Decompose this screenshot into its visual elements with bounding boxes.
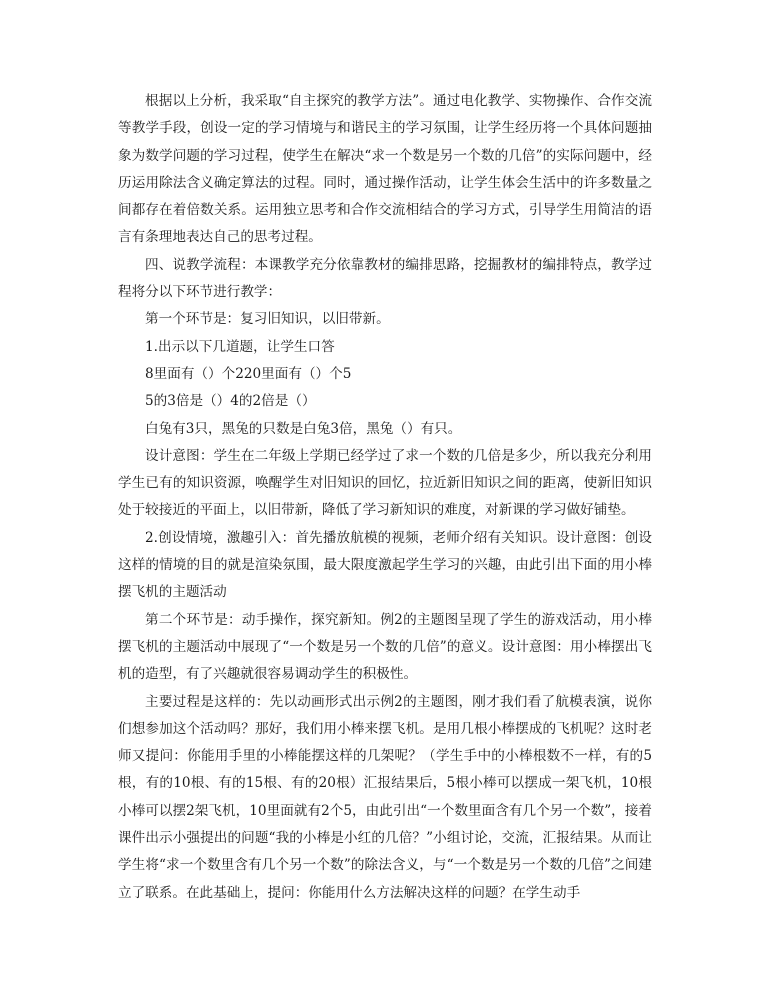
document-body [118,88,652,907]
paragraph-question-three: 白兔有3只，黑兔的只数是白兔3倍，黑兔（）有只。 [145,420,462,437]
paragraph-question-one: 8里面有（）个220里面有（）个5 [145,365,352,382]
paragraph-question-two: 5的3倍是（）4的2倍是（） [145,393,316,410]
paragraph-item-one: 1.出示以下几道题，让学生口答 [145,338,335,355]
paragraph-teaching-flow: 四、说教学流程：本课教学充分依靠教材的编排思路，挖掘教材的编排特点，教学过程将分以下环节进行教学： [118,256,652,301]
paragraph-item-two: 2.创设情境，激趣引入：首先播放航模的视频，老师介绍有关知识。设计意图：创设这样的情境的目的就是渲染氛围，最大限度激起学生学习的兴趣，由此引出下面的用小棒摆飞机的主题活动 [118,529,652,601]
paragraph-design-intent-one: 设计意图：学生在二年级上学期已经学过了求一个数的几倍是多少，所以我充分利用学生已有的知识资源，唤醒学生对旧知识的回忆，拉近新旧知识之间的距离，使新旧知识处于较接近的平面上，以旧带新，降低了学习新知识的难度，对新课的学习做好铺垫。 [118,447,652,519]
paragraph-analysis: 根据以上分析，我采取“自主探究的教学方法”。通过电化教学、实物操作、合作交流等教学手段，创设一定的学习情境与和谐民主的学习氛围，让学生经历将一个具体问题抽象为数学问题的学习过程，使学生在解决“求一个数是另一个数的几倍”的实际问题中，经历运用除法含义确定算法的过程。同时，通过操作活动，让学生体会生活中的许多数量之间都存在着倍数关系。运用独立思考和合作交流相结合的学习方式，引导学生用简洁的语言有条理地表达自己的思考过程。 [118,93,652,246]
paragraph-step-one: 第一个环节是：复习旧知识，以旧带新。 [145,311,390,328]
paragraph-step-two: 第二个环节是：动手操作，探究新知。例2的主题图呈现了学生的游戏活动，用小棒摆飞机的主题活动中展现了“一个数是另一个数的几倍”的意义。设计意图：用小棒摆出飞机的造型，有了兴趣就很容易调动学生的积极性。 [118,611,652,683]
paragraph-main-process: 主要过程是这样的：先以动画形式出示例2的主题图，刚才我们看了航模表演，说你们想参加这个活动吗？那好，我们用小棒来摆飞机。是用几根小棒摆成的飞机呢？这时老师又提问：你能用手里的小棒能摆这样的几架呢？（学生手中的小棒根数不一样，有的5根，有的10根、有的15根、有的20根）汇报结果后，5根小棒可以摆成一架飞机，10根小棒可以摆2架飞机，10里面就有2个5，由此引出“一个数里面含有几个另一个数”，接着课件出示小强提出的问题“我的小棒是小红的几倍？”小组讨论，交流，汇报结果。从而让学生将“求一个数里含有几个另一个数”的除法含义，与“一个数是另一个数的几倍”之间建立了联系。在此基础上，提问：你能用什么方法解决这样的问题？在学生动手 [118,693,652,901]
